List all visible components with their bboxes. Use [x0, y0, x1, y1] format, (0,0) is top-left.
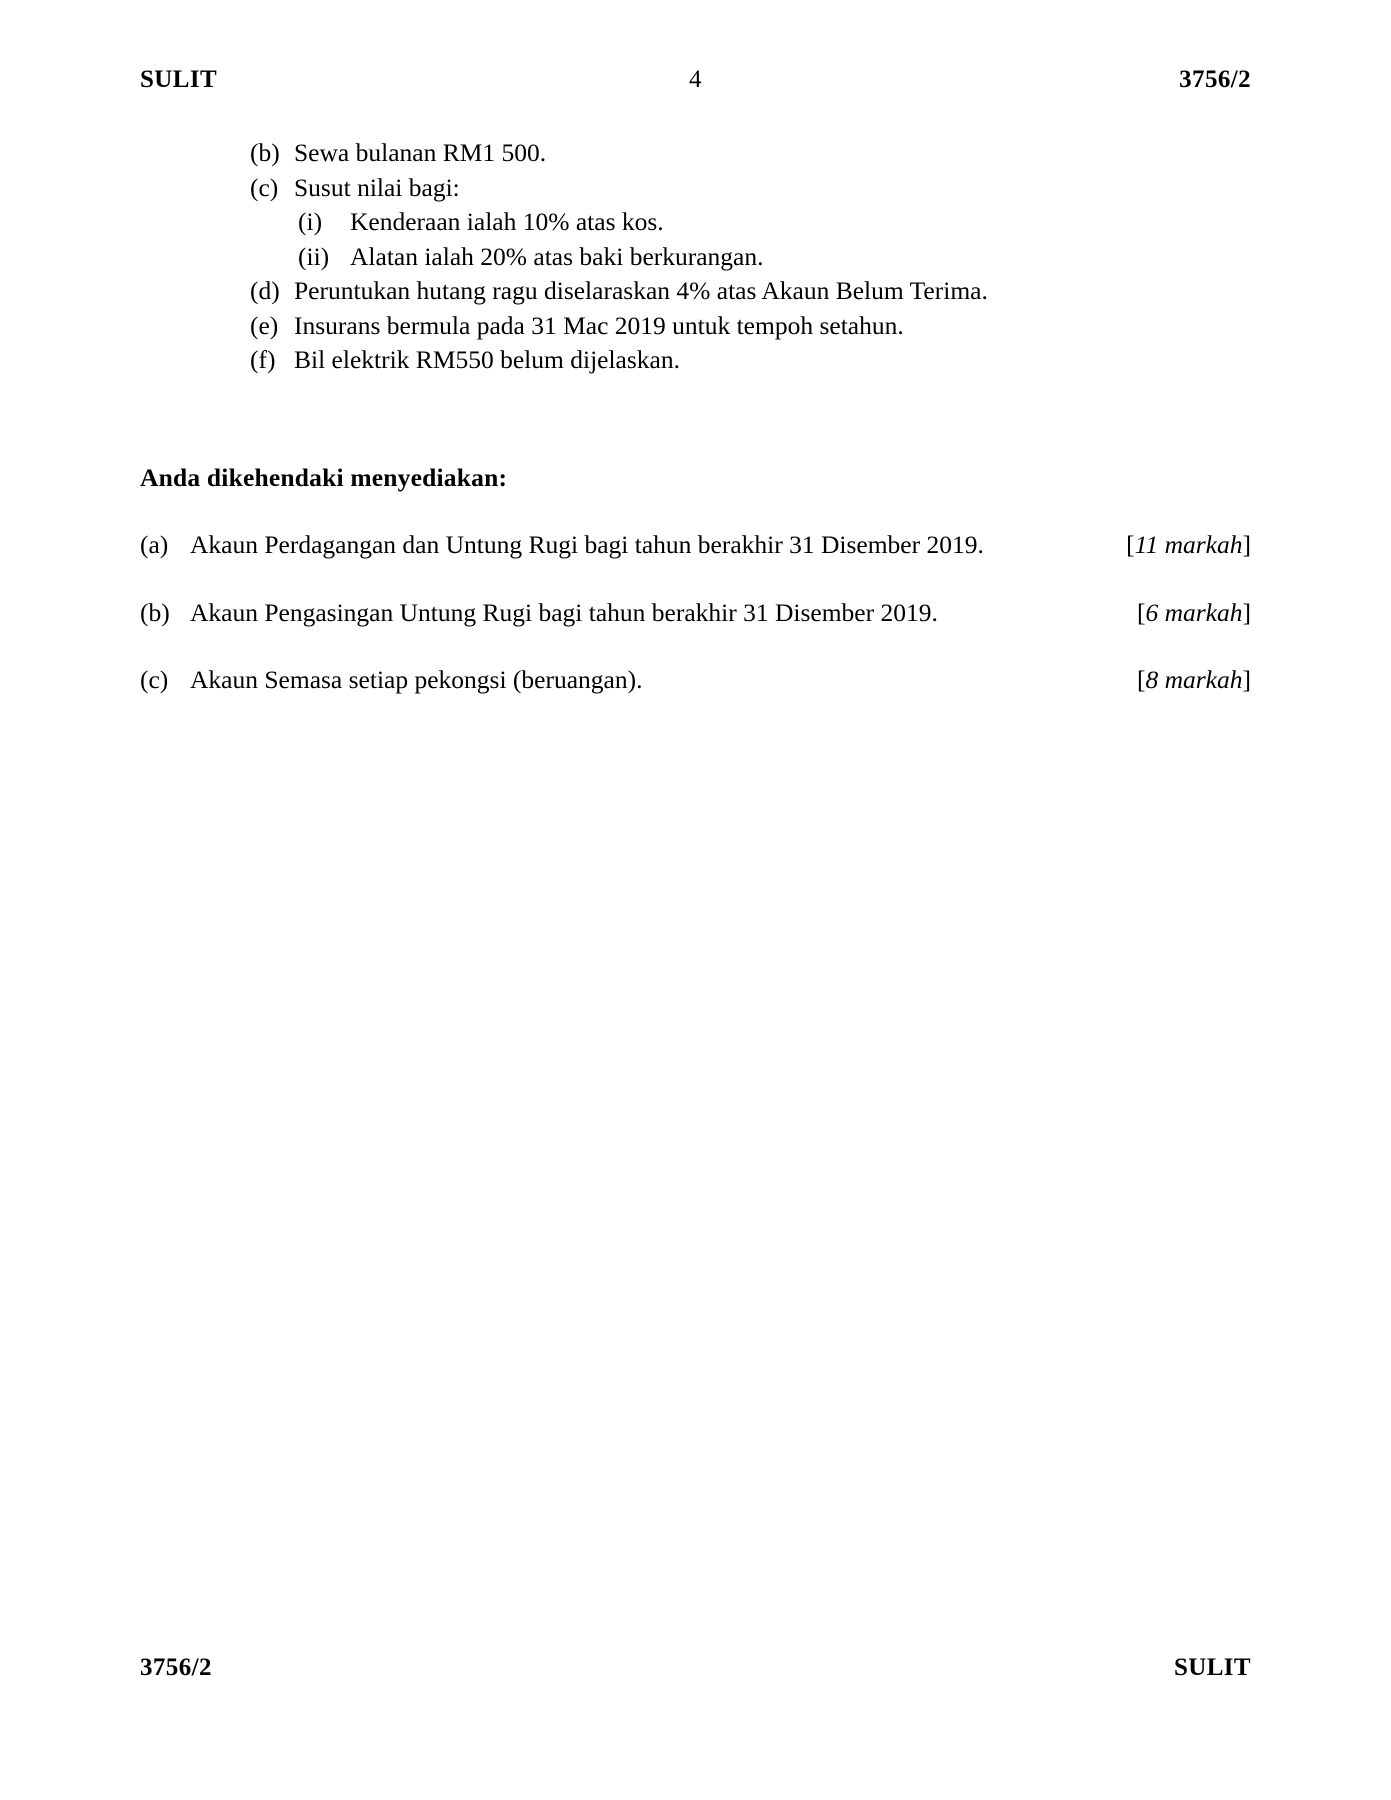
- marks-value: 11 markah: [1134, 530, 1243, 559]
- marks-allocation: [1101, 597, 1251, 627]
- list-item-marker: (b): [250, 138, 280, 167]
- requirement-item: [140, 667, 1251, 693]
- list-item-marker: (f): [250, 345, 276, 374]
- header-confidential-label: SULIT: [140, 66, 218, 93]
- requirements-heading: Anda dikehendaki menyediakan:: [140, 462, 508, 492]
- marks-bracket-close: ]: [1242, 530, 1251, 559]
- list-item-text: Sewa bulanan RM1 500.: [294, 138, 547, 167]
- list-item-marker: (e): [250, 310, 279, 340]
- adjustment-notes-list: [250, 140, 1251, 373]
- marks-allocation: [1101, 667, 1251, 693]
- list-item: [250, 310, 1251, 340]
- list-item-marker: (c): [250, 172, 279, 202]
- list-item-marker: (d): [250, 276, 280, 305]
- list-item: [298, 241, 1251, 271]
- list-item-text: Alatan ialah 20% atas baki berkurangan.: [350, 241, 764, 271]
- list-item: [250, 172, 1251, 202]
- list-item-text: Kenderaan ialah 10% atas kos.: [350, 207, 664, 236]
- page-footer: [140, 1654, 1251, 1682]
- list-item-text: Peruntukan hutang ragu diselaraskan 4% atas Akaun Belum Terima.: [294, 276, 988, 305]
- requirement-marker: (a): [140, 530, 169, 559]
- marks-bracket-open: [: [1136, 665, 1146, 694]
- list-item-text: Insurans bermula pada 31 Mac 2019 untuk tempoh setahun.: [294, 310, 904, 340]
- marks-allocation: [1101, 532, 1251, 558]
- list-item: [298, 209, 1251, 235]
- list-item-marker: (i): [298, 207, 323, 236]
- requirement-item: [140, 597, 1251, 627]
- marks-bracket-open: [: [1126, 530, 1135, 559]
- list-item: [250, 140, 1251, 166]
- marks-bracket-close: ]: [1242, 665, 1251, 694]
- footer-paper-code: 3756/2: [140, 1654, 212, 1681]
- list-item: [250, 278, 1251, 304]
- marks-value: 8 markah: [1145, 665, 1243, 694]
- footer-confidential-label: SULIT: [1173, 1654, 1251, 1681]
- requirement-text: Akaun Perdagangan dan Untung Rugi bagi tahun berakhir 31 Disember 2019.: [190, 530, 984, 559]
- header-paper-code: 3756/2: [1179, 66, 1251, 93]
- requirements-list: [140, 532, 1251, 693]
- marks-bracket-open: [: [1136, 597, 1146, 627]
- requirement-marker: (b): [140, 597, 170, 627]
- page-number: 4: [689, 66, 702, 93]
- requirement-text: Akaun Semasa setiap pekongsi (beruangan).: [190, 665, 643, 694]
- list-item-text: Susut nilai bagi:: [294, 172, 460, 202]
- page-header: [140, 66, 1251, 100]
- requirement-item: [140, 532, 1251, 558]
- requirement-text: Akaun Pengasingan Untung Rugi bagi tahun berakhir 31 Disember 2019.: [190, 597, 938, 627]
- marks-bracket-close: ]: [1242, 597, 1251, 627]
- list-item-marker: (ii): [298, 241, 330, 271]
- marks-value: 6 markah: [1145, 597, 1243, 627]
- requirement-marker: (c): [140, 665, 169, 694]
- list-item-text: Bil elektrik RM550 belum dijelaskan.: [294, 345, 680, 374]
- list-item: [250, 347, 1251, 373]
- document-body: [140, 140, 1251, 735]
